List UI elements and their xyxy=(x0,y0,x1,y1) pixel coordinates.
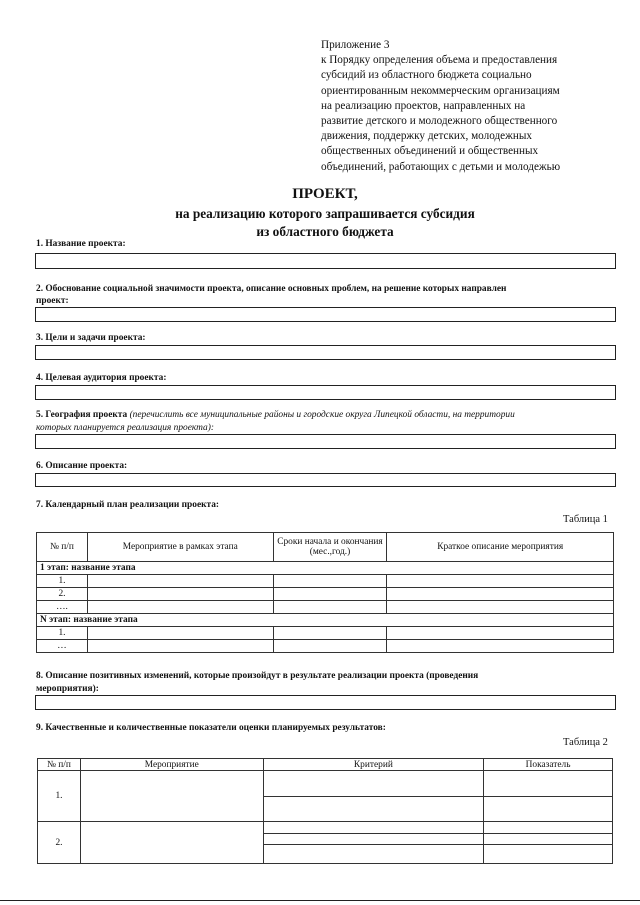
column-header: Краткое описание мероприятия xyxy=(387,533,614,562)
appendix-line: на реализацию проектов, направленных на xyxy=(321,99,526,112)
column-header: Мероприятие xyxy=(80,759,263,771)
table-cell[interactable] xyxy=(87,588,273,601)
geography-label xyxy=(36,410,515,420)
table-caption: Таблица 1 xyxy=(563,514,608,525)
row-number: 2. xyxy=(38,822,81,864)
appendix-note xyxy=(321,38,611,175)
appendix-line: Приложение 3 xyxy=(321,39,390,51)
appendix-line: ориентированным некоммерческим организациям xyxy=(321,84,560,97)
table-cell[interactable] xyxy=(273,627,387,640)
table-caption: Таблица 2 xyxy=(563,737,608,748)
row-number: 1. xyxy=(37,627,88,640)
description-field[interactable] xyxy=(35,473,616,487)
appendix-line: движения, поддержку детских, молодежных xyxy=(321,130,532,143)
table-row xyxy=(38,822,613,834)
table-cell[interactable] xyxy=(87,575,273,588)
table-cell[interactable] xyxy=(387,627,614,640)
audience-field[interactable] xyxy=(35,385,616,400)
column-header: № п/п xyxy=(38,759,81,771)
table-cell[interactable] xyxy=(263,845,484,864)
indicators-table xyxy=(37,758,613,864)
row-number: …. xyxy=(37,601,88,614)
table-cell[interactable] xyxy=(273,588,387,601)
table-cell[interactable] xyxy=(273,601,387,614)
table-cell[interactable] xyxy=(387,640,614,653)
appendix-line: объединений, работающих с детьми и молодежью xyxy=(321,160,561,173)
page-bottom-rule xyxy=(0,900,640,901)
audience-label: 4. Целевая аудитория проекта: xyxy=(36,373,167,383)
geography-hint: (перечислить все муниципальные районы и городские округа Липецкой области, на территории xyxy=(129,410,515,420)
indicators-label: 9. Качественные и количественные показатели оценки планируемых результатов: xyxy=(36,723,386,733)
calendar-plan-label: 7. Календарный план реализации проекта: xyxy=(36,500,220,510)
row-number: 2. xyxy=(37,588,88,601)
table-cell[interactable] xyxy=(387,575,614,588)
table-row xyxy=(37,575,614,588)
column-header: Мероприятие в рамках этапа xyxy=(87,533,273,562)
document-subtitle: на реализацию которого запрашивается субсидия xyxy=(175,206,475,221)
stage-row xyxy=(37,614,614,627)
row-number: 1. xyxy=(37,575,88,588)
row-number: … xyxy=(37,640,88,653)
table-cell[interactable] xyxy=(484,845,613,864)
stage-row xyxy=(37,562,614,575)
stage-title: 1 этап: название этапа xyxy=(37,562,614,575)
document-subtitle: из областного бюджета xyxy=(256,224,394,239)
project-name-field[interactable] xyxy=(35,253,616,269)
appendix-line: развитие детского и молодежного общественного xyxy=(321,115,558,128)
positive-changes-field[interactable] xyxy=(35,695,616,710)
table-cell[interactable] xyxy=(484,797,613,822)
table-cell[interactable] xyxy=(273,640,387,653)
document-title: ПРОЕКТ, xyxy=(292,186,358,202)
table-row xyxy=(37,588,614,601)
geography-field[interactable] xyxy=(35,434,616,449)
table-cell[interactable] xyxy=(387,601,614,614)
calendar-plan-table xyxy=(36,532,614,653)
geography-hint: которых планируется реализация проекта): xyxy=(36,423,214,433)
appendix-line: общественных объединений и общественных xyxy=(321,145,539,158)
appendix-line: субсидий из областного бюджета социально xyxy=(321,69,532,82)
goals-label: 3. Цели и задачи проекта: xyxy=(36,333,146,343)
table-cell[interactable] xyxy=(263,771,484,797)
table-header-row xyxy=(38,759,613,771)
table-cell[interactable] xyxy=(87,627,273,640)
table-cell[interactable] xyxy=(263,822,484,834)
positive-changes-label-cont: мероприятия): xyxy=(36,684,99,694)
positive-changes-label: 8. Описание позитивных изменений, которые произойдут в результате реализации проекта (проведения xyxy=(36,671,479,681)
description-label: 6. Описание проекта: xyxy=(36,461,128,471)
significance-label-cont: проект: xyxy=(36,296,69,306)
stage-title: N этап: название этапа xyxy=(37,614,614,627)
table-cell[interactable] xyxy=(80,771,263,822)
table-cell[interactable] xyxy=(484,822,613,834)
table-cell[interactable] xyxy=(273,575,387,588)
significance-label: 2. Обоснование социальной значимости проекта, описание основных проблем, на решение которых направлен xyxy=(36,284,507,294)
table-row xyxy=(37,601,614,614)
column-header: № п/п xyxy=(37,533,88,562)
table-cell[interactable] xyxy=(263,834,484,845)
column-header: Сроки начала и окончания (мес.,год.) xyxy=(273,533,387,562)
table-cell[interactable] xyxy=(484,771,613,797)
table-row xyxy=(38,771,613,797)
geography-hint-cont xyxy=(36,423,214,433)
project-name-label: 1. Название проекта: xyxy=(36,239,126,249)
table-cell[interactable] xyxy=(80,822,263,864)
table-cell[interactable] xyxy=(263,797,484,822)
column-header: Критерий xyxy=(263,759,484,771)
table-row xyxy=(37,640,614,653)
table-row xyxy=(37,627,614,640)
goals-field[interactable] xyxy=(35,345,616,360)
row-number: 1. xyxy=(38,771,81,822)
appendix-line: к Порядку определения объема и предоставления xyxy=(321,54,558,67)
table-cell[interactable] xyxy=(87,601,273,614)
column-header: Показатель xyxy=(484,759,613,771)
significance-field[interactable] xyxy=(35,307,616,322)
table-cell[interactable] xyxy=(87,640,273,653)
table-cell[interactable] xyxy=(387,588,614,601)
table-header-row xyxy=(37,533,614,562)
table-cell[interactable] xyxy=(484,834,613,845)
geography-label-bold: 5. География проекта xyxy=(36,410,130,420)
